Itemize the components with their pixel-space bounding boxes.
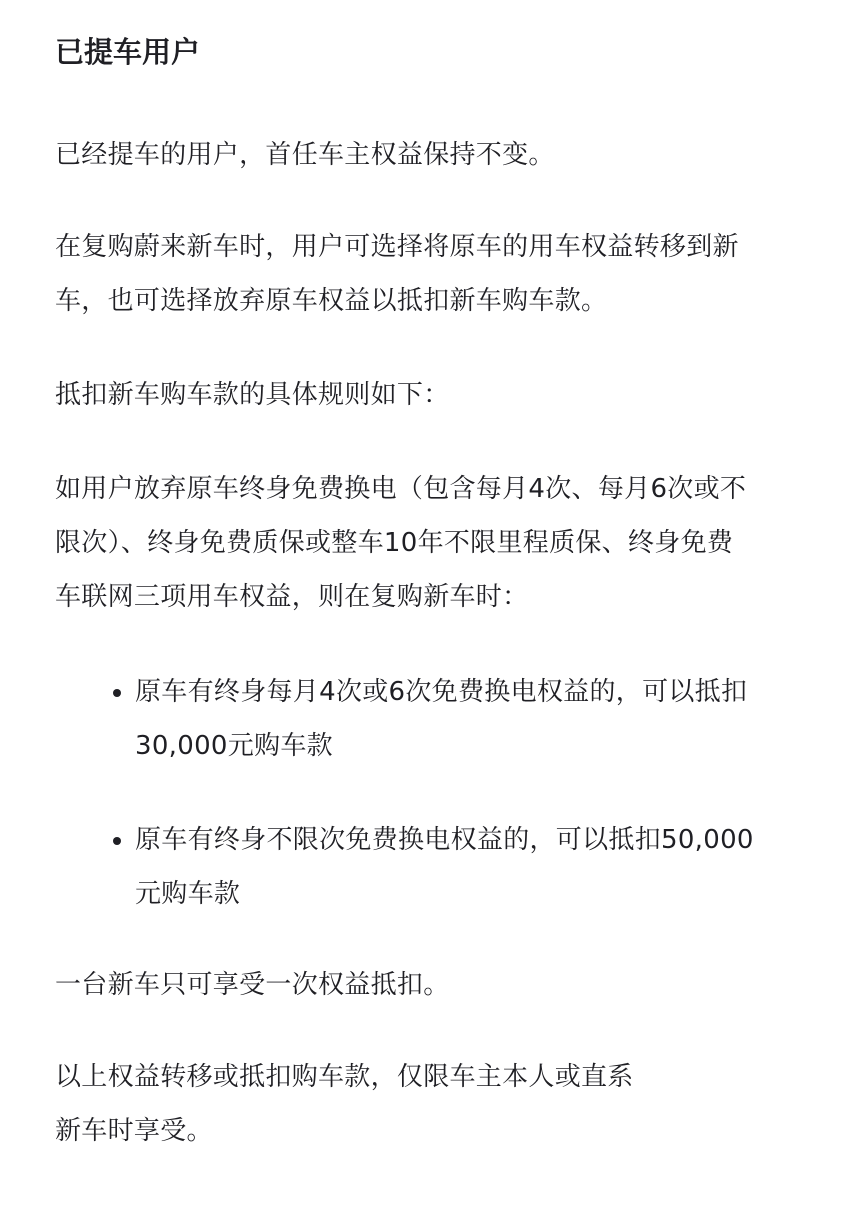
bullet-dot-icon <box>113 689 121 697</box>
paragraph-line: 抵扣新车购车款的具体规则如下： <box>55 380 450 410</box>
bullet-item-30000 <box>55 665 747 773</box>
paragraph-conditions <box>55 462 746 624</box>
blurred-watermark-overlay <box>678 1058 768 1098</box>
paragraph-line: 以上权益转移或抵扣购车款，仅限车主本人或直系 <box>55 1062 634 1092</box>
paragraph-line: 车，也可选择放弃原车权益以抵扣新车购车款。 <box>55 286 608 316</box>
paragraph-line: 在复购蔚来新车时，用户可选择将原车的用车权益转移到新 <box>55 232 739 262</box>
paragraph-line: 车联网三项用车权益，则在复购新车时： <box>55 582 529 612</box>
paragraph-line: 限次）、终身免费质保或整车10年不限里程质保、终身免费 <box>55 528 734 558</box>
paragraph-rules-intro <box>55 368 450 422</box>
bullet-line: 原车有终身不限次免费换电权益的，可以抵扣50,000 <box>135 825 754 855</box>
paragraph-line: 已经提车的用户，首任车主权益保持不变。 <box>55 140 555 170</box>
paragraph-line: 如用户放弃原车终身免费换电（包含每月4次、每月6次或不 <box>55 474 747 504</box>
bullet-line: 元购车款 <box>135 879 241 909</box>
section-heading: 已提车用户 <box>55 35 201 69</box>
bullet-list <box>55 813 754 921</box>
paragraph-repurchase-options <box>55 220 739 328</box>
bullet-item-50000 <box>55 813 754 921</box>
paragraph-line: 新车时享受。 <box>55 1116 213 1146</box>
paragraph-eligibility <box>55 1050 634 1158</box>
bullet-line: 30,000元购车款 <box>135 731 333 761</box>
paragraph-retained-rights <box>55 128 555 182</box>
paragraph-line: 一台新车只可享受一次权益抵扣。 <box>55 970 450 1000</box>
bullet-list <box>55 665 747 773</box>
bullet-dot-icon <box>113 837 121 845</box>
paragraph-one-deduction <box>55 958 450 1012</box>
bullet-line: 原车有终身每月4次或6次免费换电权益的，可以抵扣 <box>135 677 748 707</box>
